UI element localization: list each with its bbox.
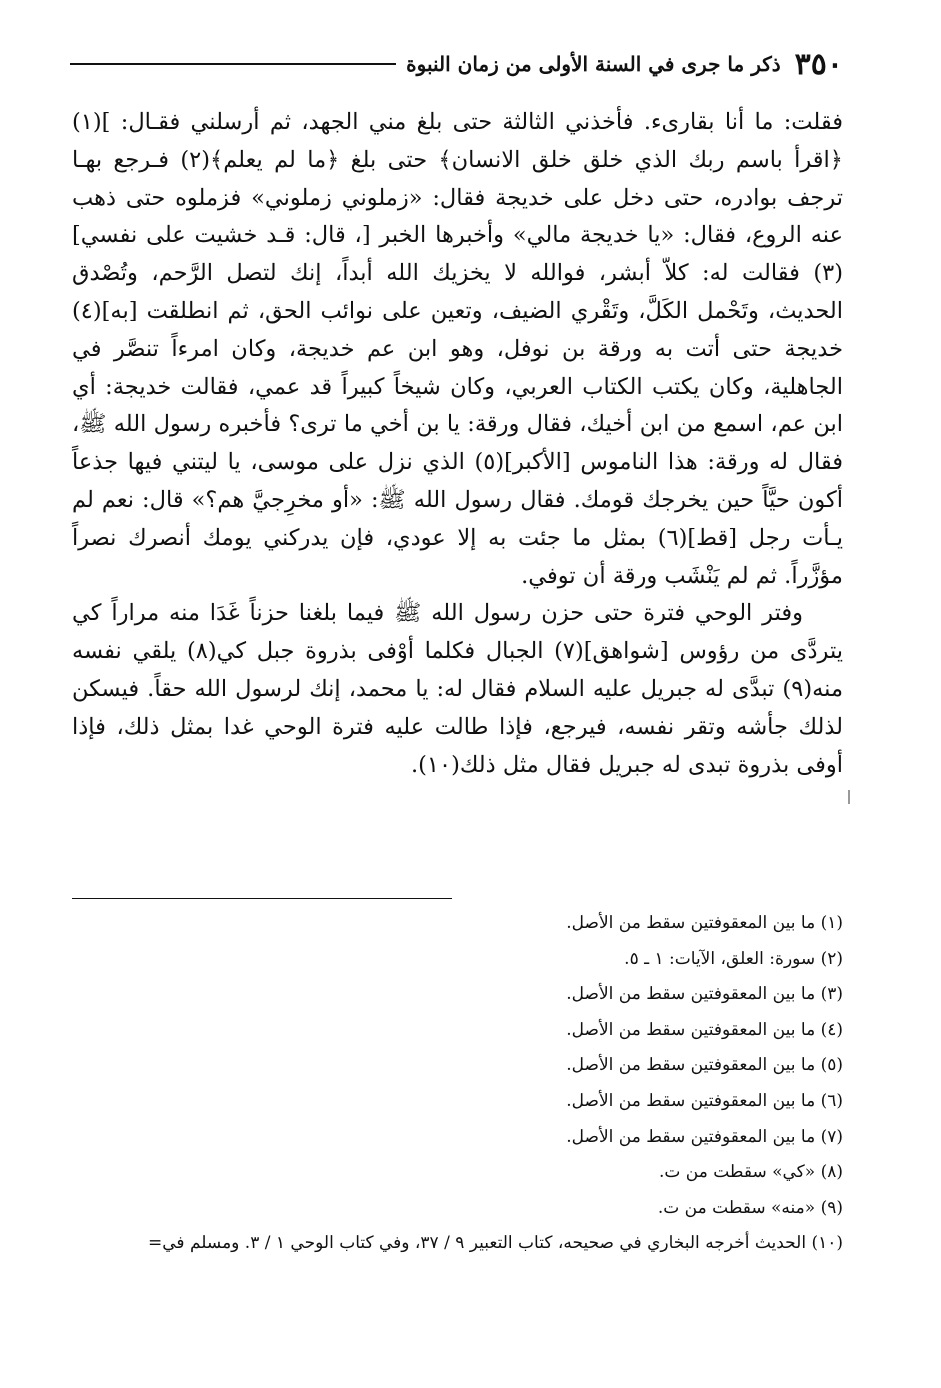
running-title: ذكر ما جرى في السنة الأولى من زمان النبوة	[406, 52, 781, 76]
footnote: (١) ما بين المعقوفتين سقط من الأصل.	[566, 913, 843, 933]
page-number: ٣٥٠	[794, 46, 843, 82]
footnote: (٥) ما بين المعقوفتين سقط من الأصل.	[566, 1055, 843, 1076]
page-header	[60, 44, 843, 84]
header-rule	[70, 63, 396, 65]
footnote: (٣) ما بين المعقوفتين سقط من الأصل.	[566, 984, 843, 1005]
body-paragraph: فقلت: ما أنا بقارىء. فأخذني الثالثة حتى بلغ مني الجهد، ثم أرسلني فقـال: ](١) ﴿اقرأ باسم ربك الذي خلق خلق الانسان﴾ حتى بلغ ﴿ما لم يعلم﴾(٢) فـرجع بهـا ترجف بوادره، حتى دخل على خديجة فقال: «زملوني زملوني» فزملوه حتى ذهب عنه الروع، فقال: «يا خديجة مالي» وأخبرها الخبر [، قال: قـد خشيت على نفسي](٣) فقالت له: كلاّ أبشر، فوالله لا يخزيك الله أبداً، إنك لتصل الرَّحم، وتُصْدق الحديث، وتَحْمل الكَلَّ، وتَقْري الضيف، وتعين على نوائب الحق، ثم انطلقت [به](٤) خديجة حتى أتت به ورقة بن نوفل، وهو ابن عم خديجة، وكان امرءاً تنصَّر في الجاهلية، وكان يكتب الكتاب العربي، وكان شيخاً كبيراً قد عمي، فقالت خديجة: أي ابن عم، اسمع من ابن أخيك، فقال ورقة: يا بن أخي ما ترى؟ فأخبره رسول الله ﷺ، فقال له ورقة: هذا الناموس [الأكبر](٥) الذي نزل على موسى، يا ليتني فيها جذعاً أكون حيَّاً حين يخرجك قومك. فقال رسول الله ﷺ: «أو مخرِجيَّ هم؟» قال: نعم لم يـأت رجل [قط](٦) بمثل ما جئت به إلا عودي، فإن يدركني يومك أنصرك نصراً مؤزَّراً. ثم لم يَنْشَب ورقة أن توفي.	[72, 109, 843, 589]
footnote: (٩) «منه» سقطت من ت.	[657, 1197, 843, 1218]
footnote: (٦) ما بين المعقوفتين سقط من الأصل.	[566, 1090, 843, 1111]
footnote-separator	[72, 898, 452, 899]
footnote: (٧) ما بين المعقوفتين سقط من الأصل.	[566, 1126, 843, 1147]
scan-artifact	[848, 790, 850, 804]
footnotes	[62, 906, 843, 1262]
footnote: (٤) ما بين المعقوفتين سقط من الأصل.	[566, 1019, 843, 1040]
footnote: (٢) سورة: العلق، الآيات: ١ ـ ٥.	[624, 948, 843, 969]
body-paragraph: وفتر الوحي فترة حتى حزن رسول الله ﷺ فيما بلغنا حزناً غَدَا منه مراراً كي يتردَّى من رؤوس [شواهق](٧) الجبال فكلما أوْفى بذروة جبل كي(٨) يلقي نفسه منه(٩) تبدَّى له جبريل عليه السلام فقال له: يا محمد، إنك لرسول الله حقاً. فيسكن لذلك جأشه وتقر نفسه، فيرجع، فإذا طالت عليه فترة الوحي غدا بمثل ذلك، فإذا أوفى بذروة تبدى له جبريل فقال مثل ذلك(١٠).	[72, 600, 843, 778]
footnote: (٨) «كي» سقطت من ت.	[658, 1162, 843, 1183]
footnote: (١٠) الحديث أخرجه البخاري في صحيحه، كتاب التعبير ٩ / ٣٧، وفي كتاب الوحي ١ / ٣. ومسلم في=	[148, 1233, 843, 1254]
main-text	[72, 104, 843, 784]
